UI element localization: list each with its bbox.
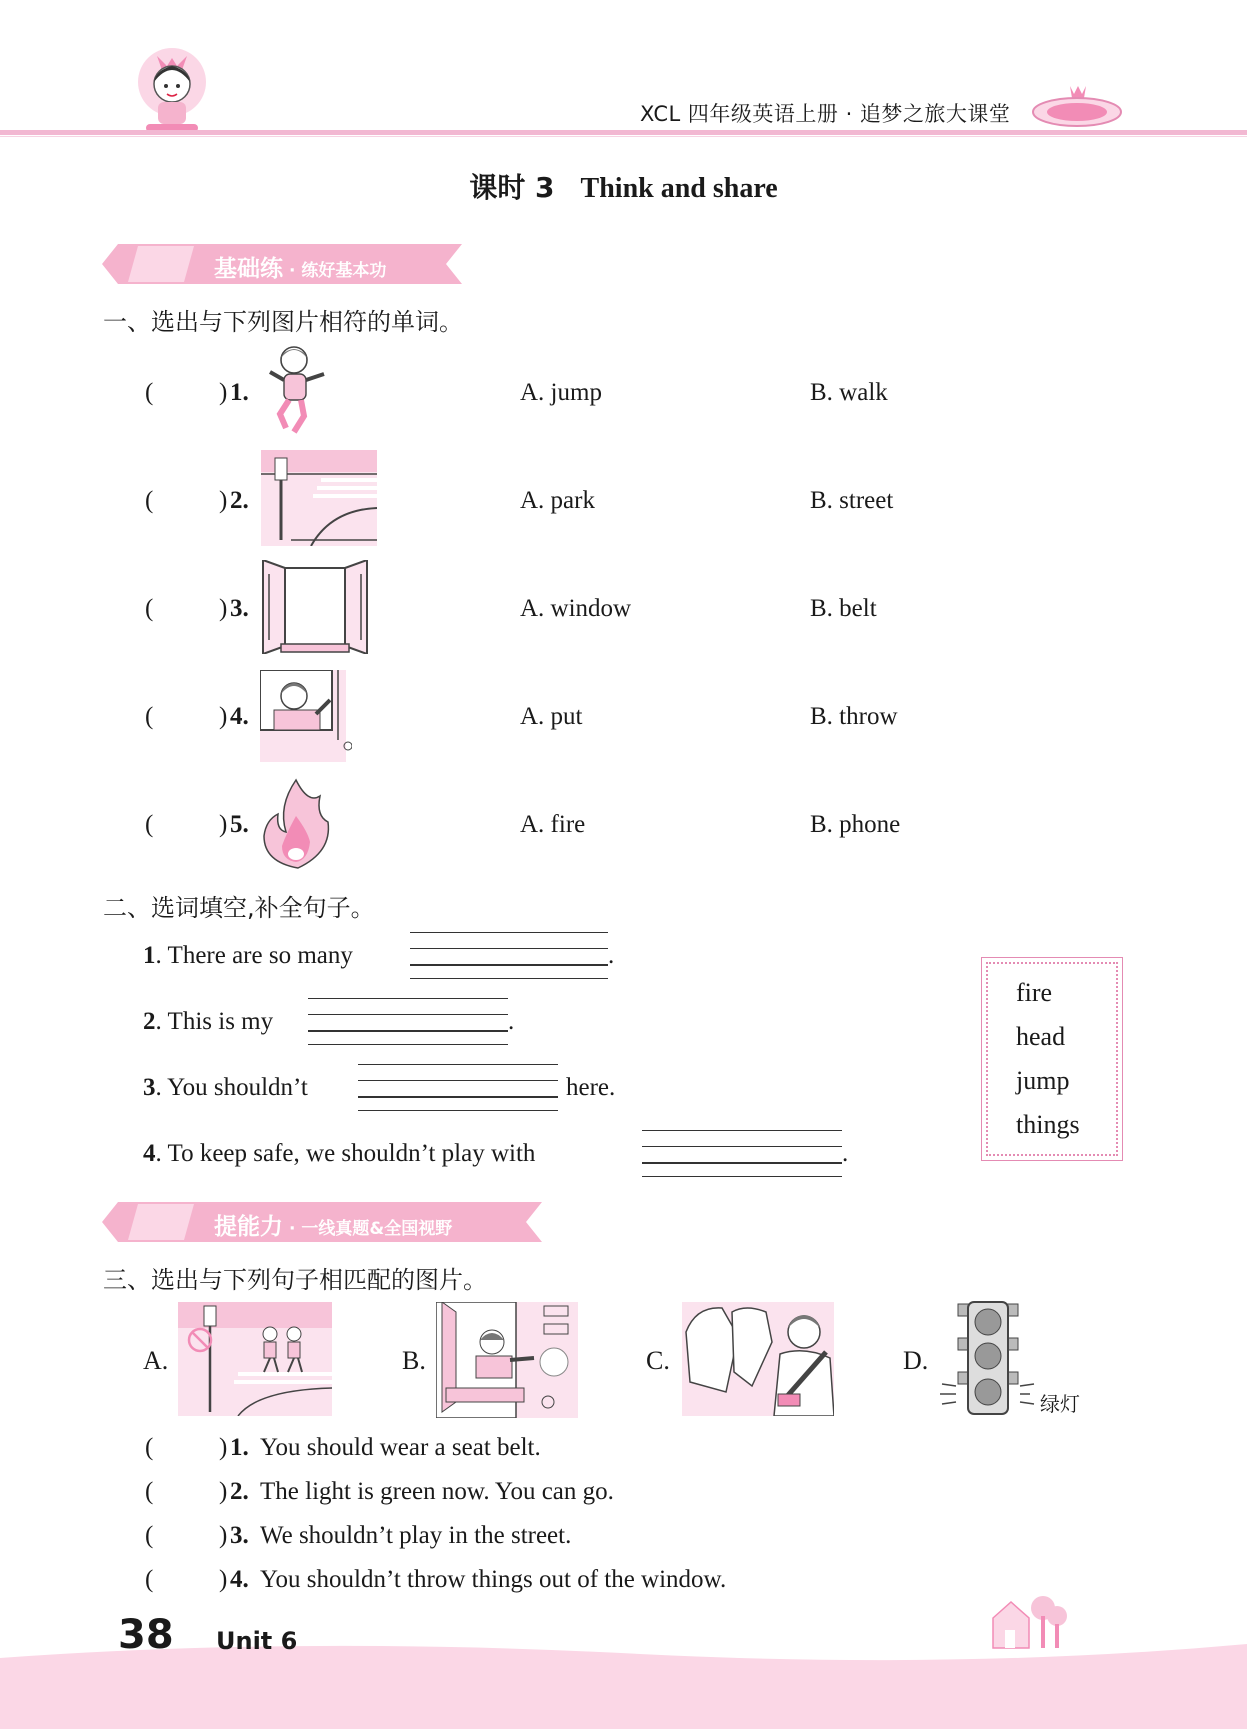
unit-label: Unit 6 — [216, 1627, 298, 1655]
sentence-text: . To keep safe, we shouldn’t play with — [155, 1140, 536, 1167]
answer-paren-close: ) — [219, 595, 228, 622]
boy-throwing-from-window-picture — [260, 670, 352, 762]
answer-paren-open: ( — [145, 595, 154, 622]
question-row — [0, 368, 1247, 418]
question-row — [0, 1478, 1247, 1514]
header-divider — [0, 130, 1247, 135]
answer-paren-close: ) — [219, 487, 228, 514]
answer-blank[interactable] — [160, 1434, 216, 1464]
answer-blank[interactable] — [160, 1566, 216, 1596]
answer-paren-open: ( — [145, 703, 154, 730]
badge-icon — [128, 246, 194, 282]
fill-sentence — [143, 1140, 535, 1168]
banner-subtitle: · 练好基本功 — [289, 261, 387, 281]
mascot-girl-logo — [132, 44, 212, 134]
page-number: 38 — [118, 1612, 174, 1658]
answer-paren-open: ( — [145, 1478, 154, 1505]
question-row — [0, 1522, 1247, 1558]
option-b: B. street — [810, 487, 894, 514]
sentence-end: . — [608, 942, 615, 969]
answer-paren-open: ( — [145, 379, 154, 406]
picture-label: C. — [646, 1346, 670, 1375]
option-a: A. put — [520, 703, 583, 730]
question-number: 3. — [230, 1522, 249, 1549]
house-tree-icon — [985, 1588, 1071, 1650]
answer-blank-line[interactable] — [358, 1064, 558, 1110]
sentence-number: 2 — [143, 1008, 156, 1035]
answer-paren-close: ) — [219, 1478, 228, 1505]
question-row — [0, 476, 1247, 526]
answer-paren-open: ( — [145, 811, 154, 838]
header-divider-thin — [0, 136, 1247, 137]
question-text: You should wear a seat belt. — [260, 1434, 541, 1461]
brand-logo — [1030, 84, 1124, 128]
question-row — [0, 692, 1247, 742]
sentence-number: 1 — [143, 942, 156, 969]
word-bank-item: jump — [1016, 1066, 1070, 1095]
question-number: 2. — [230, 1478, 249, 1505]
option-a: A. park — [520, 487, 595, 514]
picture-label: B. — [402, 1346, 426, 1375]
sentence-end: here. — [566, 1074, 616, 1101]
option-a: A. window — [520, 595, 632, 622]
question-number: 2. — [230, 487, 249, 514]
sentence-end: . — [842, 1140, 849, 1167]
badge-icon — [128, 1204, 194, 1240]
sentence-end: . — [508, 1008, 515, 1035]
answer-blank[interactable] — [160, 378, 216, 410]
section1-heading: 一、选出与下列图片相符的单词。 — [103, 308, 463, 336]
picture-label: D. — [903, 1346, 929, 1375]
question-number: 1. — [230, 379, 249, 406]
sentence-text: . There are so many — [155, 942, 353, 969]
answer-blank-line[interactable] — [642, 1130, 842, 1176]
page-title — [0, 166, 1247, 206]
picture-label: A. — [143, 1346, 169, 1375]
word-bank-item: things — [1016, 1110, 1080, 1139]
answer-blank[interactable] — [160, 594, 216, 626]
answer-blank-line[interactable] — [410, 932, 608, 978]
answer-paren-close: ) — [219, 1566, 228, 1593]
lesson-number: 课时 3 — [469, 171, 555, 204]
seat-belt-picture — [682, 1302, 834, 1416]
fill-sentence — [143, 1008, 273, 1036]
sentence-text: . This is my — [155, 1008, 274, 1035]
children-playing-in-street-picture — [178, 1302, 332, 1416]
answer-paren-close: ) — [219, 1522, 228, 1549]
question-number: 4. — [230, 703, 249, 730]
answer-paren-open: ( — [145, 1566, 154, 1593]
banner-title: 提能力 — [214, 1214, 283, 1240]
sentence-text: . You shouldn’t — [155, 1074, 308, 1101]
question-text: We shouldn’t play in the street. — [260, 1522, 572, 1549]
question-number: 3. — [230, 595, 249, 622]
answer-paren-open: ( — [145, 1522, 154, 1549]
fill-sentence — [143, 1074, 308, 1102]
question-text: You shouldn’t throw things out of the window. — [260, 1566, 727, 1593]
word-bank-item: fire — [1016, 978, 1053, 1007]
question-number: 5. — [230, 811, 249, 838]
answer-blank-line[interactable] — [308, 998, 508, 1044]
answer-paren-close: ) — [219, 811, 228, 838]
street-crossing-picture — [261, 450, 377, 546]
banner-title: 基础练 — [214, 256, 283, 282]
green-light-caption: 绿灯 — [1040, 1392, 1080, 1416]
sentence-number: 4 — [143, 1140, 156, 1167]
option-a: A. jump — [520, 379, 602, 406]
answer-blank[interactable] — [160, 810, 216, 842]
jumping-boy-picture — [264, 344, 330, 440]
answer-paren-close: ) — [219, 379, 228, 406]
section3-heading: 三、选出与下列句子相匹配的图片。 — [103, 1266, 487, 1294]
answer-paren-close: ) — [219, 703, 228, 730]
section2-heading: 二、选词填空,补全句子。 — [103, 894, 375, 922]
section-banner-basic — [102, 244, 462, 284]
open-window-picture — [261, 560, 369, 654]
question-number: 4. — [230, 1566, 249, 1593]
word-bank-box — [986, 962, 1118, 1156]
word-bank-item: head — [1016, 1022, 1066, 1051]
traffic-light-icon — [938, 1300, 1044, 1420]
answer-blank[interactable] — [160, 1478, 216, 1508]
option-b: B. throw — [810, 703, 898, 730]
lesson-name: Think and share — [580, 173, 778, 204]
question-row — [0, 584, 1247, 634]
option-b: B. belt — [810, 595, 877, 622]
sentence-number: 3 — [143, 1074, 156, 1101]
answer-blank[interactable] — [160, 486, 216, 518]
header-title: XCL 四年级英语上册 · 追梦之旅大课堂 — [640, 102, 1011, 126]
answer-paren-open: ( — [145, 1434, 154, 1461]
answer-paren-close: ) — [219, 1434, 228, 1461]
answer-blank[interactable] — [160, 1522, 216, 1552]
answer-paren-open: ( — [145, 487, 154, 514]
question-text: The light is green now. You can go. — [260, 1478, 614, 1505]
section-banner-advanced — [102, 1202, 542, 1242]
fire-picture — [258, 776, 334, 872]
fill-sentence — [143, 942, 353, 970]
throwing-out-window-picture — [436, 1302, 578, 1418]
option-a: A. fire — [520, 811, 586, 838]
answer-blank[interactable] — [160, 702, 216, 734]
banner-subtitle: · 一线真题&全国视野 — [289, 1219, 453, 1239]
question-number: 1. — [230, 1434, 249, 1461]
question-row — [0, 800, 1247, 850]
option-b: B. phone — [810, 811, 901, 838]
question-row — [0, 1434, 1247, 1470]
option-b: B. walk — [810, 379, 888, 406]
